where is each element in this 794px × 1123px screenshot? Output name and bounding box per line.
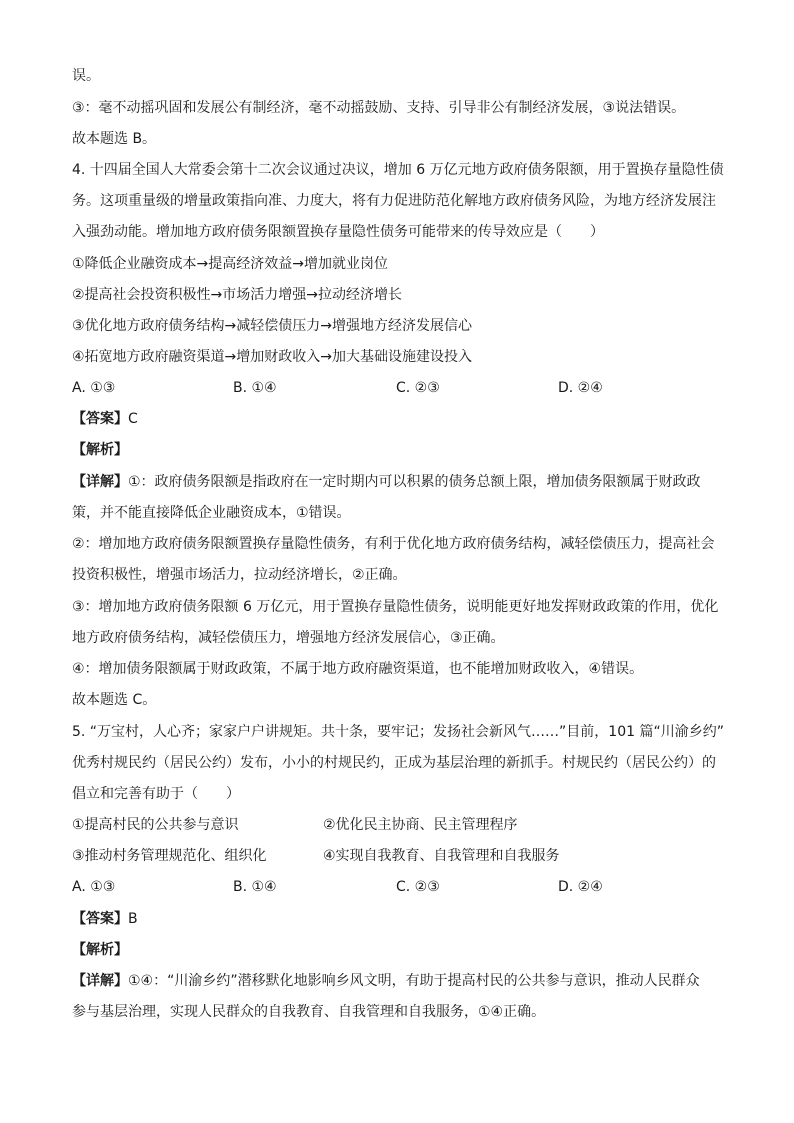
question-4-item: ④拓宽地方政府融资渠道→增加财政收入→加大基础设施建设投入 [72,349,473,365]
question-4-detail: ④：增加债务限额属于财政政策，不属于地方政府融资渠道，也不能增加财政收入，④错误。 [72,661,644,677]
question-5-option-d: D. ②④ [558,879,603,895]
question-4-detail: ③：增加地方政府债务限额 6 万亿元，用于置换存量隐性债务，说明能更好地发挥财政政策的作用，优化 [72,599,719,615]
answer-value: C [128,411,138,427]
question-4-stem: 4. 十四届全国人大常委会第十二次会议通过决议，增加 6 万亿元地方政府债务限额，用于置换存量隐性债 [72,162,724,178]
question-5-stem: 5. “万宝村，人心齐；家家户户讲规矩。共十条，要牢记；发扬社会新风气……”目前，101 篇“川渝乡约” [72,724,724,740]
question-4-conclusion: 故本题选 C。 [72,692,157,708]
question-5-option-a: A. ①③ [72,879,116,895]
question-4-detail: 投资积极性，增强市场活力，拉动经济增长，②正确。 [72,567,407,583]
question-4-detail: 策，并不能直接降低企业融资成本，①错误。 [72,505,351,521]
detail-tag: 【详解】 [72,474,128,490]
answer-tag: 【答案】 [72,411,128,427]
answer-value: B [128,911,138,927]
question-5-option-c: C. ②③ [396,879,440,895]
question-4-option-a: A. ①③ [72,380,116,396]
question-5-stem: 倡立和完善有助于（ ） [72,786,240,802]
question-4-answer [72,409,138,429]
question-4-analysis-tag: 【解析】 [72,442,128,458]
question-5-item-4: ④实现自我教育、自我管理和自我服务 [323,848,560,864]
question-5-stem: 优秀村规民约（居民公约）发布，小小的村规民约，正成为基层治理的新抓手。村规民约（居民公约）的 [72,755,716,771]
question-4-item: ③优化地方政府债务结构→减轻偿债压力→增强地方经济发展信心 [72,318,473,334]
question-5-item-2: ②优化民主协商、民主管理程序 [323,817,518,833]
question-4-stem: 务。这项重量级的增量政策指向准、力度大，将有力促进防范化解地方政府债务风险，为地方经济发展注 [72,193,716,209]
question-4-item: ①降低企业融资成本→提高经济效益→增加就业岗位 [72,256,389,272]
question-4-detail: ②：增加地方政府债务限额置换存量隐性债务，有利于优化地方政府债务结构，减轻偿债压力，提高社会 [72,536,715,552]
text-line: 故本题选 B。 [72,131,157,147]
question-5-answer [72,909,138,929]
question-4-option-d: D. ②④ [558,380,603,396]
question-5-detail: 参与基层治理，实现人民群众的自我教育、自我管理和自我服务，①④正确。 [72,1004,546,1020]
question-5-analysis-tag: 【解析】 [72,942,128,958]
question-4-detail: 地方政府债务结构，减轻偿债压力，增强地方经济发展信心，③正确。 [72,630,505,646]
detail-tag: 【详解】 [72,973,128,989]
question-5-option-b: B. ①④ [233,879,277,895]
detail-text: ①④：“川渝乡约”潜移默化地影响乡风文明，有助于提高村民的公共参与意识，推动人民群众 [128,973,700,989]
text-line: ③：毫不动摇巩固和发展公有制经济，毫不动摇鼓励、支持、引导非公有制经济发展，③说法错误。 [72,100,686,116]
question-4-item: ②提高社会投资积极性→市场活力增强→拉动经济增长 [72,287,403,303]
detail-text: ①：政府债务限额是指政府在一定时期内可以积累的债务总额上限，增加债务限额属于财政政 [128,474,701,490]
question-5-item-3: ③推动村务管理规范化、组织化 [72,848,267,864]
question-5-detail [72,971,700,991]
question-4-stem: 入强劲动能。增加地方政府债务限额置换存量隐性债务可能带来的传导效应是（ ） [72,224,604,240]
answer-tag: 【答案】 [72,911,128,927]
question-4-detail [72,472,701,492]
text-line: 误。 [72,68,100,84]
question-5-item-1: ①提高村民的公共参与意识 [72,817,239,833]
question-4-option-c: C. ②③ [396,380,440,396]
question-4-option-b: B. ①④ [233,380,277,396]
